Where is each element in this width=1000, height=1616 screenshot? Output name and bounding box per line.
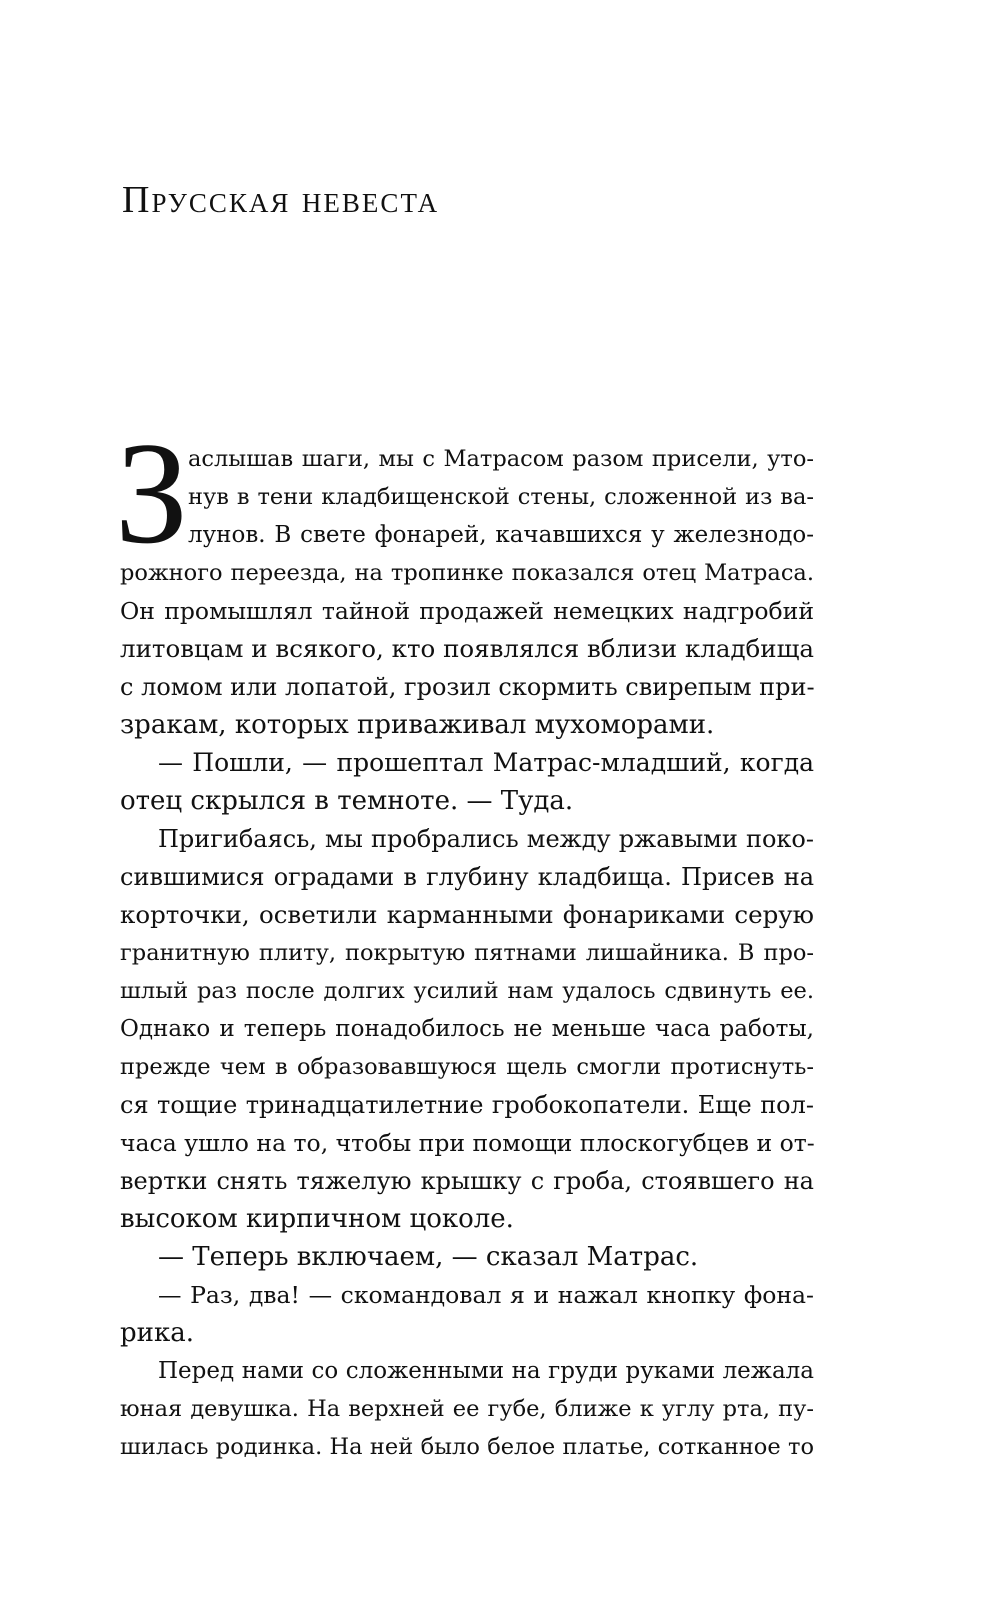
- text-line: шилась родинка. На ней было белое платье, сотканное то: [120, 1434, 814, 1460]
- text-line: Однако и теперь понадобилось не меньше часа работы,: [120, 1016, 814, 1042]
- text-line: — Теперь включаем, — сказал Матрас.: [158, 1242, 699, 1272]
- text-line: часа ушло на то, чтобы при помощи плоскогубцев и от-: [120, 1129, 815, 1157]
- text-line: рика.: [120, 1318, 194, 1348]
- text-line: вертки снять тяжелую крышку с гроба, стоявшего на: [120, 1167, 814, 1195]
- text-line: сившимися оградами в глубину кладбища. Присев на: [120, 863, 814, 891]
- text-line: юная девушка. На верхней ее губе, ближе к углу рта, пу-: [120, 1396, 814, 1422]
- text-line: прежде чем в образовавшуюся щель смогли протиснуть-: [120, 1054, 814, 1080]
- text-line: с ломом или лопатой, грозил скормить свирепым при-: [120, 673, 815, 701]
- text-line: зракам, которых приваживал мухоморами.: [120, 710, 715, 740]
- text-line: литовцам и всякого, кто появлялся вблизи кладбища: [120, 634, 814, 663]
- text-line: лунов. В свете фонарей, качавшихся у железнодо-: [188, 522, 814, 548]
- text-line: нув в тени кладбищенской стены, сложенной из ва-: [188, 484, 814, 510]
- text-line: Перед нами со сложенными на груди руками лежала: [158, 1358, 814, 1384]
- text-line: гранитную плиту, покрытую пятнами лишайника. В про-: [120, 940, 814, 966]
- text-line: Пригибаясь, мы пробрались между ржавыми поко-: [158, 825, 814, 853]
- text-line: — Пошли, — прошептал Матрас-младший, когда: [158, 748, 814, 777]
- text-line: Он промышлял тайной продажей немецких надгробий: [120, 597, 814, 625]
- drop-cap: З: [115, 412, 189, 574]
- text-line: корточки, осветили карманными фонариками серую: [120, 900, 814, 929]
- text-line: — Раз, два! — скомандовал я и нажал кнопку фона-: [158, 1281, 814, 1309]
- chapter-title: Прусская невеста: [122, 179, 440, 221]
- text-line: аслышав шаги, мы с Матрасом разом присели, уто-: [188, 446, 814, 472]
- text-line: высоком кирпичном цоколе.: [120, 1204, 514, 1234]
- text-line: рожного переезда, на тропинке показался отец Матраса.: [120, 560, 814, 586]
- text-line: ся тощие тринадцатилетние гробокопатели. Еще пол-: [120, 1091, 814, 1119]
- text-line: шлый раз после долгих усилий нам удалось сдвинуть ее.: [120, 978, 814, 1004]
- text-line: отец скрылся в темноте. — Туда.: [120, 786, 574, 816]
